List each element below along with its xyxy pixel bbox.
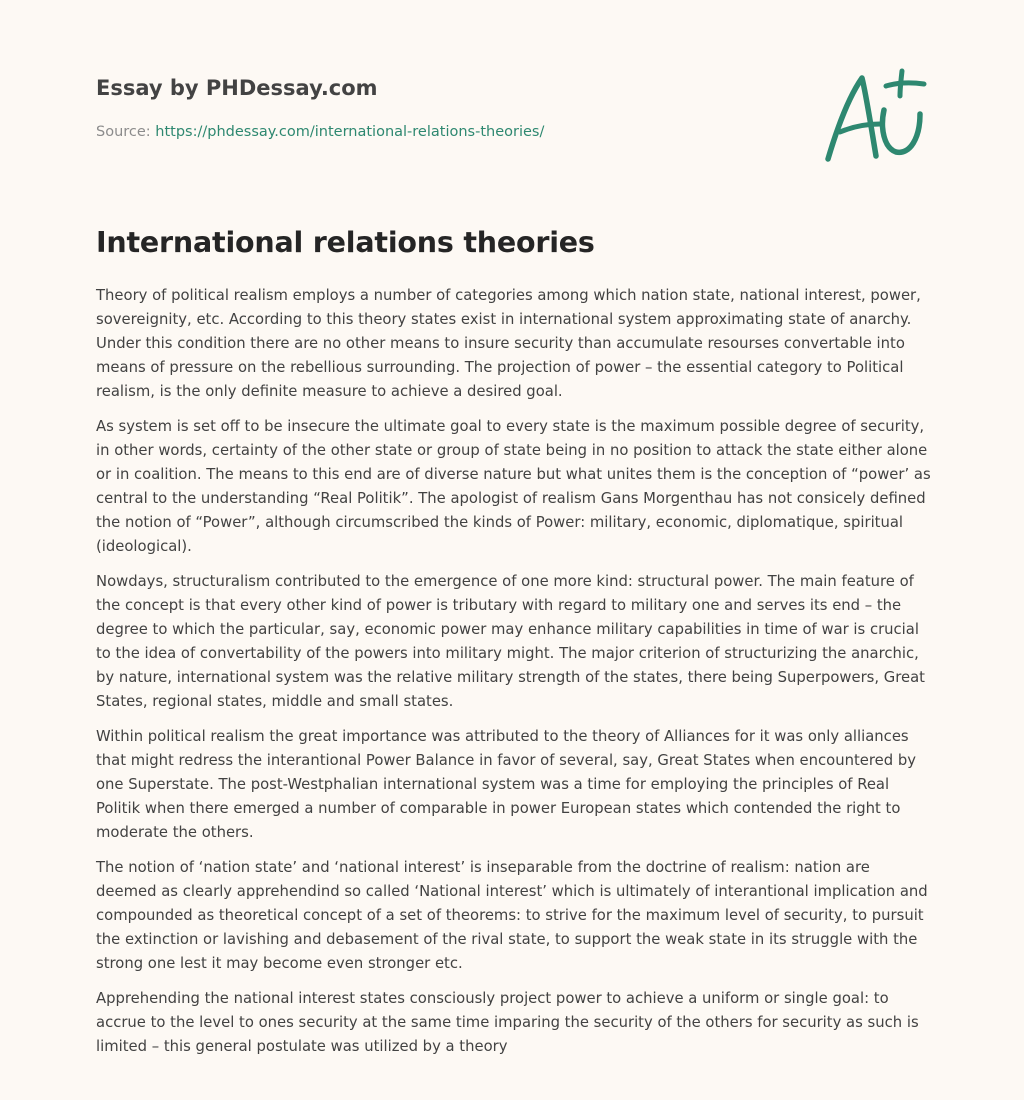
source-label: Source:: [96, 124, 151, 140]
essay-paragraph: Nowdays, structuralism contributed to the emergence of one more kind: structural power. The main feature of the concept is that every other kind of power is tributary with regard to military one and serves its end – the degree to which the particular, say, economic power may enhance military capabilities in time of war is crucial to the idea of convertability of the powers into military might. The major criterion of structurizing the anarchic, by nature, international system was the relative military strength of the states, there being Superpowers, Great States, regional states, middle and small states.: [96, 573, 925, 710]
page-header: [96, 0, 928, 200]
source-link[interactable]: https://phdessay.com/international-relations-theories/: [155, 124, 545, 140]
site-brand: Essay by PHDessay.com: [96, 76, 378, 100]
a-plus-logo-icon: [822, 66, 928, 166]
essay-paragraph: The notion of ‘nation state’ and ‘national interest’ is inseparable from the doctrine of realism: nation are deemed as clearly apprehendind so called ‘National interest’ which is ultimately of interantional implication and compounded as theoretical concept of a set of theorems: to strive for the maximum level of security, to pursuit the extinction or lavishing and debasement of the rival state, to support the weak state in its struggle with the strong one lest it may become even stronger etc.: [96, 859, 928, 972]
essay-paragraph: As system is set off to be insecure the ultimate goal to every state is the maximum possible degree of security, in other words, certainty of the other state or group of state being in no position to attack the state either alone or in coalition. The means to this end are of diverse nature but what unites them is the conception of “power’ as central to the understanding “Real Politik”. The apologist of realism Gans Morgenthau has not consicely defined the notion of “Power”, although circumscribed the kinds of Power: military, economic, diplomatique, spiritual (ideological).: [96, 418, 931, 555]
essay-paragraph: Within political realism the great importance was attributed to the theory of Alliances for it was only alliances that might redress the interantional Power Balance in favor of several, say, Great States when encountered by one Superstate. The post-Westphalian international system was a time for employing the principles of Real Politik when there emerged a number of comparable in power European states which contended the right to moderate the others.: [96, 728, 916, 841]
essay-paragraph: Apprehending the national interest states consciously project power to achieve a uniform or single goal: to accrue to the level to ones security at the same time imparing the security of the others for security as such is limited – this general postulate was utilized by a theory: [96, 990, 919, 1055]
essay-paragraph: Theory of political realism employs a number of categories among which nation state, national interest, power, sovereignity, etc. According to this theory states exist in international system approximating state of anarchy. Under this condition there are no other means to insure security than accumulate resourses convertable into means of pressure on the rebellious surrounding. The projection of power – the essential category to Political realism, is the only definite measure to achieve a desired goal.: [96, 287, 921, 400]
source-line: [96, 124, 544, 140]
essay-body: [96, 284, 932, 1070]
essay-title: International relations theories: [96, 226, 595, 259]
